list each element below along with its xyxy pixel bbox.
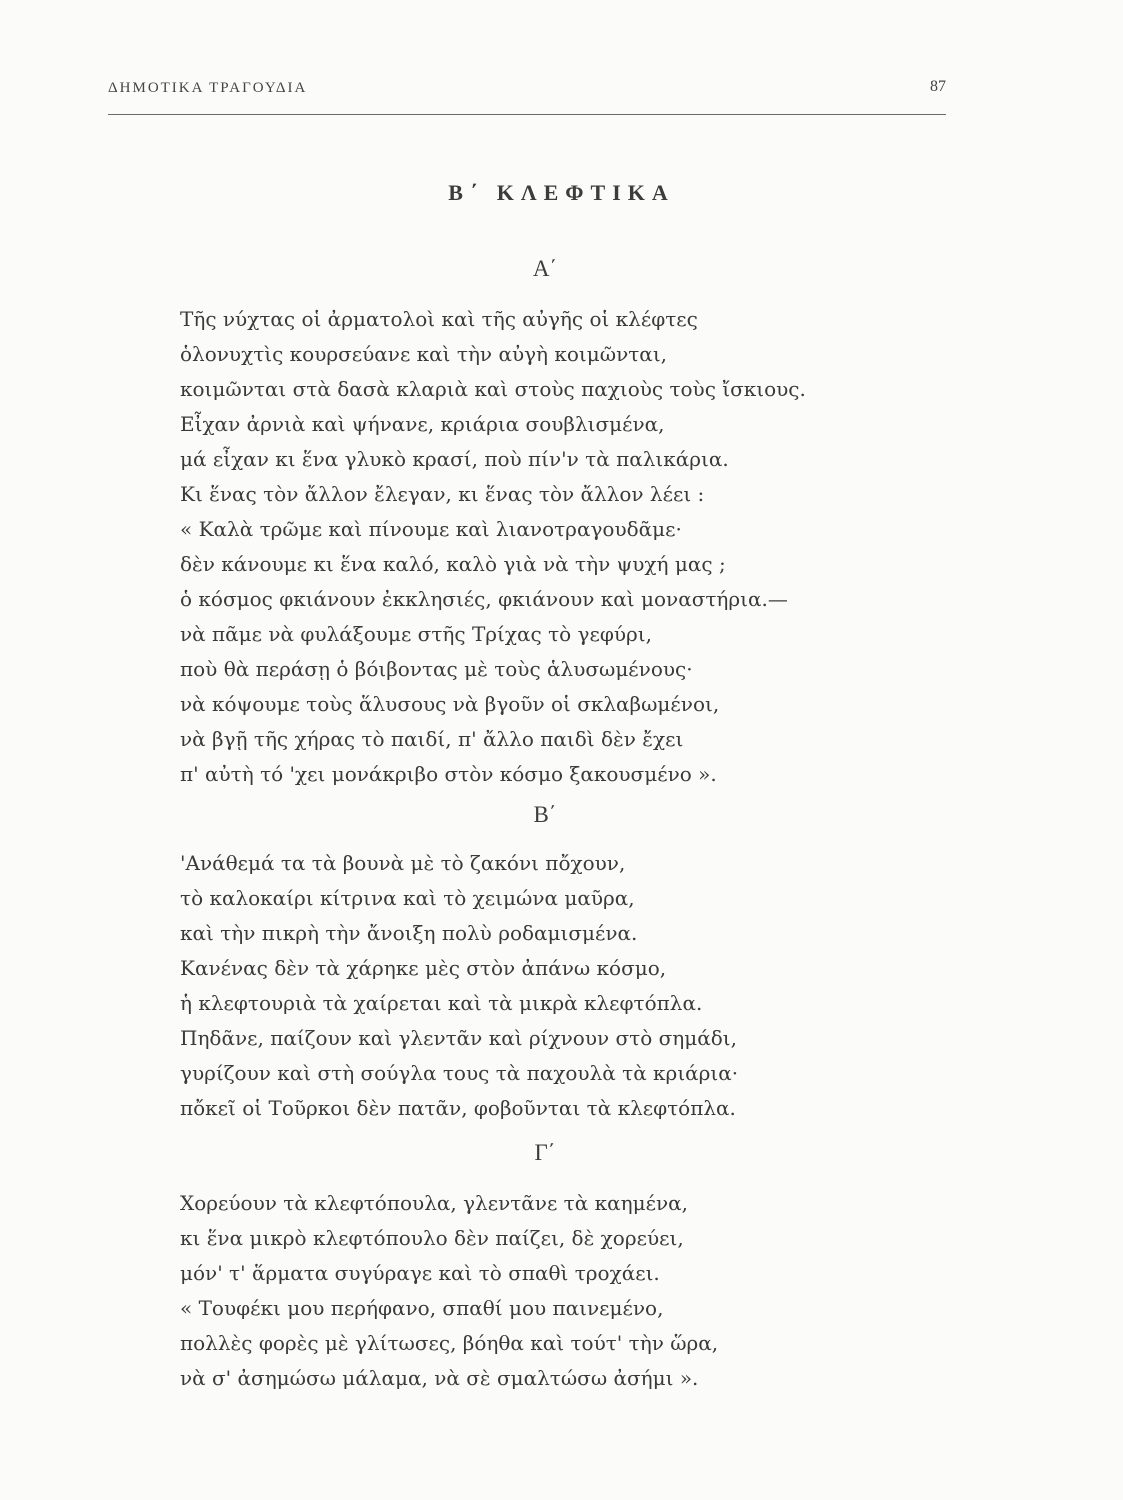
section-heading-a: Α΄ [532, 256, 558, 281]
running-title: ΔΗΜΟΤΙΚΑ ΤΡΑΓΟΥΔΙΑ [108, 80, 308, 96]
section-heading-b: Β΄ [533, 802, 557, 827]
verse-line: γυρίζουν καὶ στὴ σούγλα τους τὰ παχουλὰ τὰ κριάρια· [180, 1061, 739, 1085]
verse-line: Πηδᾶνε, παίζουν καὶ γλεντᾶν καὶ ρίχνουν στὸ σημάδι, [180, 1026, 737, 1050]
verse-line: τὸ καλοκαίρι κίτρινα καὶ τὸ χειμώνα μαῦρα, [180, 886, 635, 910]
poem-c [180, 1186, 718, 1396]
header-rule [108, 114, 946, 115]
section-heading-c: Γ΄ [534, 1140, 556, 1165]
verse-line: 'Ανάθεμά τα τὰ βουνὰ μὲ τὸ ζακόνι πὄχουν, [180, 851, 626, 875]
verse-line: Χορεύουν τὰ κλεφτόπουλα, γλεντᾶνε τὰ καημένα, [180, 1191, 688, 1215]
verse-line: ποὺ θὰ περάσῃ ὁ βόιβοντας μὲ τοὺς ἁλυσωμένους· [180, 657, 693, 681]
verse-line: νὰ σ' ἀσημώσω μάλαμα, νὰ σὲ σμαλτώσω ἀσήμι ». [180, 1366, 699, 1390]
running-header [108, 78, 946, 108]
verse-line: πολλὲς φορὲς μὲ γλίτωσες, βόηθα καὶ τούτ' τὴν ὥρα, [180, 1331, 719, 1355]
verse-line: δὲν κάνουμε κι ἕνα καλό, καλὸ γιὰ νὰ τὴν ψυχή μας ; [180, 552, 726, 576]
verse-line: νὰ βγῇ τῆς χήρας τὸ παιδί, π' ἄλλο παιδὶ δὲν ἔχει [180, 727, 684, 751]
verse-line: μόν' τ' ἅρματα συγύραγε καὶ τὸ σπαθὶ τροχάει. [180, 1261, 660, 1285]
verse-line: Κανένας δὲν τὰ χάρηκε μὲς στὸν ἀπάνω κόσμο, [180, 956, 667, 980]
verse-line: Κι ἕνας τὸν ἄλλον ἔλεγαν, κι ἕνας τὸν ἄλλον λέει : [180, 482, 705, 506]
poem-a [180, 302, 806, 792]
verse-line: κοιμῶνται στὰ δασὰ κλαριὰ καὶ στοὺς παχιοὺς τοὺς ἴσκιους. [180, 377, 806, 401]
verse-line: καὶ τὴν πικρὴ τὴν ἄνοιξη πολὺ ροδαμισμένα. [180, 921, 638, 945]
page-number: 87 [930, 78, 946, 95]
verse-line: π' αὐτὴ τό 'χει μονάκριβο στὸν κόσμο ξακουσμένο ». [180, 762, 717, 786]
verse-line: ὁλονυχτὶς κουρσεύανε καὶ τὴν αὐγὴ κοιμῶνται, [180, 342, 668, 366]
verse-line: νὰ κόψουμε τοὺς ἅλυσους νὰ βγοῦν οἱ σκλαβωμένοι, [180, 692, 720, 716]
verse-line: ἡ κλεφτουριὰ τὰ χαίρεται καὶ τὰ μικρὰ κλεφτόπλα. [180, 991, 703, 1015]
verse-line: πὄκεῖ οἱ Τοῦρκοι δὲν πατᾶν, φοβοῦνται τὰ κλεφτόπλα. [180, 1096, 736, 1120]
verse-line: Τῆς νύχτας οἱ ἀρματολοὶ καὶ τῆς αὐγῆς οἱ κλέφτες [180, 307, 698, 331]
verse-line: νὰ πᾶμε νὰ φυλάξουμε στῆς Τρίχας τὸ γεφύρι, [180, 622, 652, 646]
verse-line: « Τουφέκι μου περήφανο, σπαθί μου παινεμένο, [180, 1296, 664, 1320]
verse-line: « Καλὰ τρῶμε καὶ πίνουμε καὶ λιανοτραγουδᾶμε· [180, 517, 682, 541]
poem-b [180, 846, 738, 1126]
verse-line: Εἶχαν ἀρνιὰ καὶ ψήνανε, κριάρια σουβλισμένα, [180, 412, 665, 436]
verse-line: ὁ κόσμος φκιάνουν ἐκκλησιές, φκιάνουν καὶ μοναστήρια.— [180, 587, 788, 611]
chapter-title: Β΄ ΚΛΕΦΤΙΚΑ [448, 180, 675, 205]
verse-line: μά εἶχαν κι ἕνα γλυκὸ κρασί, ποὺ πίν'ν τὰ παλικάρια. [180, 447, 729, 471]
verse-line: κι ἕνα μικρὸ κλεφτόπουλο δὲν παίζει, δὲ χορεύει, [180, 1226, 684, 1250]
